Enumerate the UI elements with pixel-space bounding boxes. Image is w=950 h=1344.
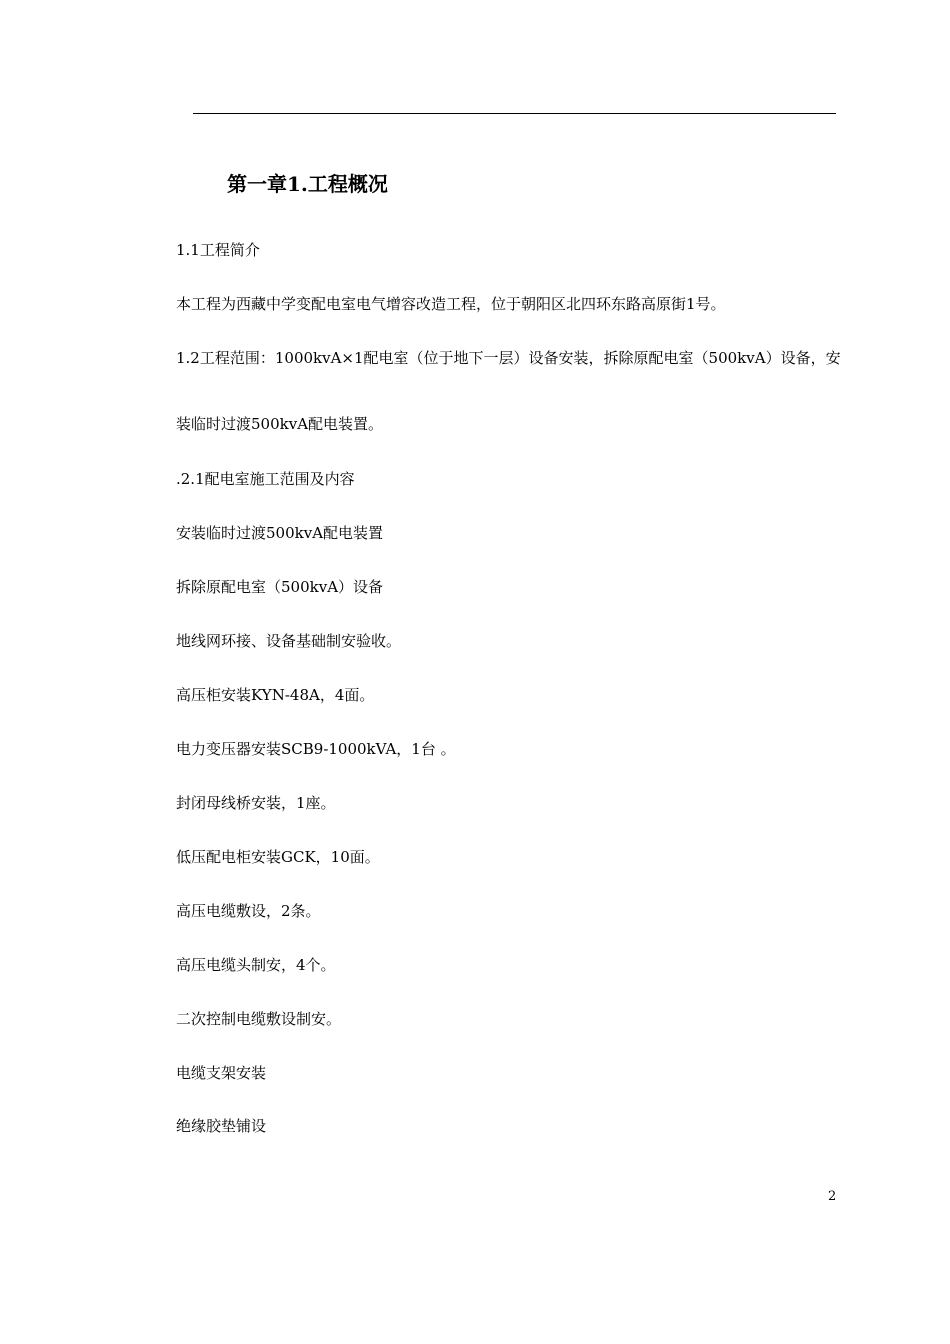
chapter-title: 第一章1.工程概况 [227, 172, 388, 196]
project-scope-line-2: 装临时过渡500kvA配电装置。 [176, 415, 384, 433]
section-heading-intro: 1.1工程简介 [176, 241, 260, 259]
project-description: 本工程为西藏中学变配电室电气增容改造工程，位于朝阳区北四环东路高原街1号。 [176, 295, 726, 313]
project-scope-line-1: 1.2工程范围：1000kvA×1配电室（位于地下一层）设备安装，拆除原配电室（500kvA）设备，安 [176, 349, 841, 367]
header-rule [193, 113, 836, 114]
list-item: 地线网环接、设备基础制安验收。 [176, 632, 402, 650]
list-item: 封闭母线桥安装，1座。 [176, 794, 336, 812]
list-item: 电力变压器安装SCB9-1000kVA，1台 。 [176, 740, 456, 758]
list-item: 低压配电柜安装GCK，10面。 [176, 848, 380, 866]
section-heading-scope: .2.1配电室施工范围及内容 [176, 470, 355, 488]
list-item: 绝缘胶垫铺设 [176, 1117, 267, 1135]
list-item: 电缆支架安装 [176, 1064, 267, 1082]
list-item: 拆除原配电室（500kvA）设备 [176, 578, 384, 596]
page-number: 2 [828, 1189, 837, 1204]
list-item: 高压电缆头制安，4个。 [176, 956, 336, 974]
list-item: 高压电缆敷设，2条。 [176, 902, 321, 920]
list-item: 安装临时过渡500kvA配电装置 [176, 524, 384, 542]
list-item: 二次控制电缆敷设制安。 [176, 1010, 342, 1028]
list-item: 高压柜安装KYN-48A，4面。 [176, 686, 375, 704]
